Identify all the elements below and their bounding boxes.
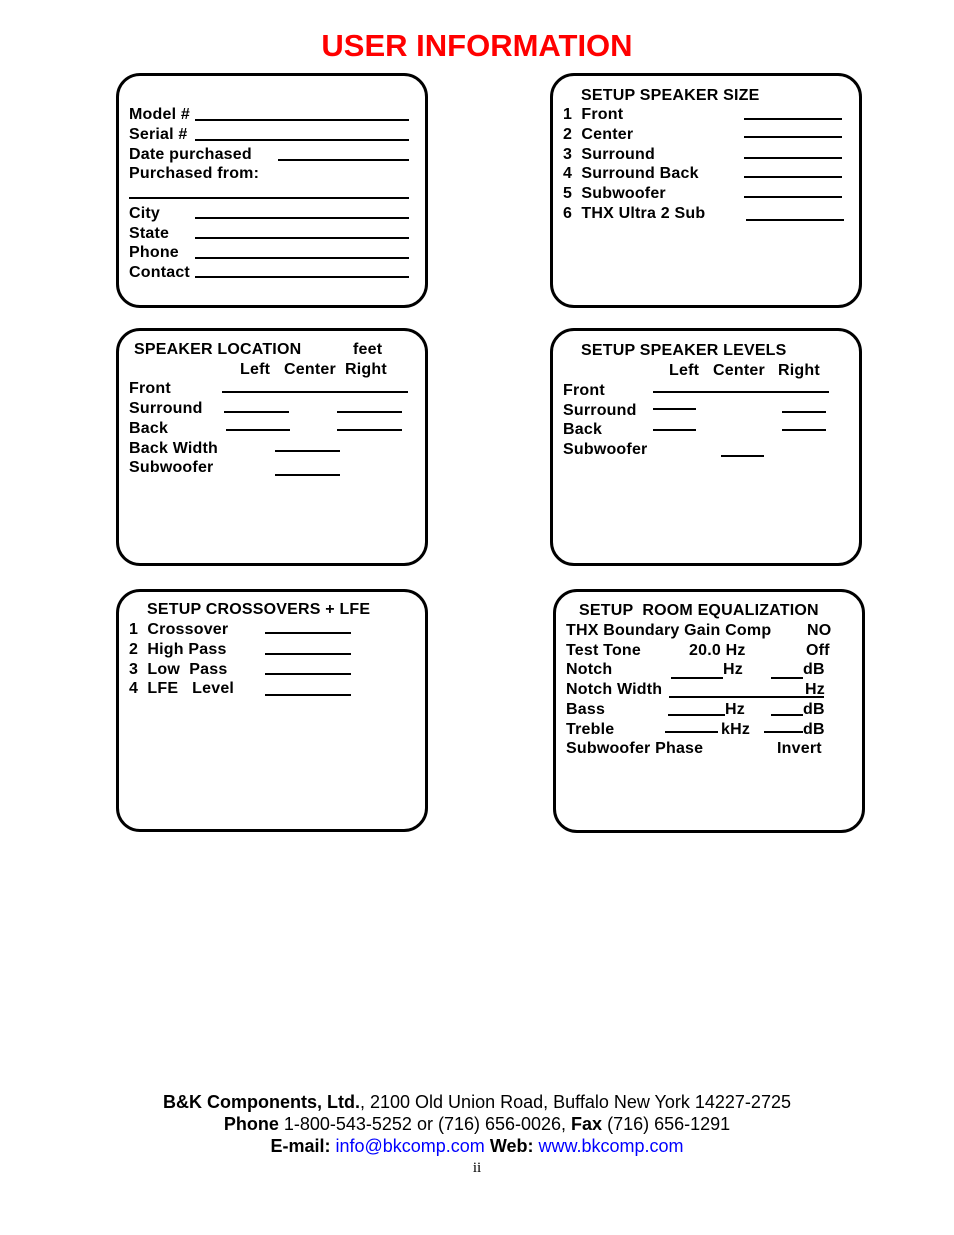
- speaker-size-title: SETUP SPEAKER SIZE: [581, 87, 760, 104]
- speaker-size-line: [744, 118, 842, 120]
- notch-hz-unit: Hz: [723, 661, 743, 678]
- bass-db-unit: dB: [803, 701, 825, 718]
- phone-label: Phone: [129, 244, 179, 261]
- treble-khz-line: [665, 731, 718, 733]
- crossover-line: [265, 673, 351, 675]
- page-title: USER INFORMATION: [321, 28, 633, 63]
- crossovers-title: SETUP CROSSOVERS + LFE: [147, 601, 371, 618]
- page-number: ii: [472, 1160, 482, 1176]
- footer-address-line: [0, 1091, 954, 1113]
- sub-phase-label: Subwoofer Phase: [566, 740, 704, 757]
- bass-hz-line: [668, 714, 725, 716]
- web-link[interactable]: www.bkcomp.com: [538, 1136, 684, 1156]
- speaker-size-item: 3 Surround: [563, 146, 655, 163]
- location-row-label: Back Width: [129, 440, 218, 457]
- treble-khz-unit: kHz: [721, 721, 751, 738]
- state-label: State: [129, 225, 170, 242]
- speaker-location-title: SPEAKER LOCATION: [134, 341, 302, 358]
- crossover-item: 2 High Pass: [129, 641, 227, 658]
- speaker-levels-title: SETUP SPEAKER LEVELS: [581, 342, 787, 359]
- model-line: [195, 119, 409, 121]
- location-col-center: Center: [284, 361, 336, 378]
- speaker-size-item: 4 Surround Back: [563, 165, 699, 182]
- speaker-size-item: 2 Center: [563, 126, 634, 143]
- levels-row-label: Surround: [563, 402, 637, 419]
- phone-line: [195, 257, 409, 259]
- location-col-left: Left: [240, 361, 271, 378]
- web-label: Web:: [489, 1136, 534, 1156]
- notch-label: Notch: [566, 661, 613, 678]
- fax-label: Fax: [571, 1114, 603, 1134]
- date-purchased-label: Date purchased: [129, 146, 252, 163]
- notch-db-line: [771, 677, 803, 679]
- email-link[interactable]: info@bkcomp.com: [335, 1136, 485, 1156]
- notch-width-label: Notch Width: [566, 681, 663, 698]
- location-line: [337, 429, 402, 431]
- notch-width-line: [669, 696, 824, 698]
- date-purchased-line: [278, 159, 409, 161]
- speaker-size-line: [744, 136, 842, 138]
- levels-col-left: Left: [669, 362, 700, 379]
- company-address: , 2100 Old Union Road, Buffalo New York 14227-2725: [360, 1092, 791, 1112]
- location-col-right: Right: [345, 361, 387, 378]
- model-label: Model #: [129, 106, 190, 123]
- location-line: [226, 429, 290, 431]
- contact-line: [195, 276, 409, 278]
- speaker-size-line: [744, 196, 842, 198]
- bass-label: Bass: [566, 701, 606, 718]
- crossover-item: 4 LFE Level: [129, 680, 235, 697]
- location-row-label: Front: [129, 380, 171, 397]
- notch-hz-line: [671, 677, 723, 679]
- bass-hz-unit: Hz: [725, 701, 745, 718]
- location-line: [337, 411, 402, 413]
- levels-line: [653, 408, 696, 410]
- phone-label: Phone: [223, 1114, 279, 1134]
- state-line: [195, 237, 409, 239]
- location-row-label: Back: [129, 420, 169, 437]
- serial-label: Serial #: [129, 126, 188, 143]
- crossover-line: [265, 632, 351, 634]
- room-eq-title: SETUP ROOM EQUALIZATION: [579, 602, 819, 619]
- levels-col-center: Center: [713, 362, 765, 379]
- treble-db-line: [764, 731, 803, 733]
- crossover-line: [265, 653, 351, 655]
- location-line: [275, 450, 340, 452]
- test-tone-state: Off: [806, 642, 830, 659]
- company-name: B&K Components, Ltd.: [163, 1092, 360, 1112]
- bass-db-line: [771, 714, 803, 716]
- crossover-item: 3 Low Pass: [129, 661, 228, 678]
- purchased-from-line: [129, 197, 409, 199]
- contact-label: Contact: [129, 264, 190, 281]
- treble-db-unit: dB: [803, 721, 825, 738]
- footer-contact-line: [0, 1135, 954, 1157]
- serial-line: [195, 139, 409, 141]
- levels-line: [782, 411, 826, 413]
- levels-row-label: Subwoofer: [563, 441, 648, 458]
- test-tone-value: 20.0 Hz: [689, 642, 746, 659]
- city-line: [195, 217, 409, 219]
- phone-value: 1-800-543-5252 or (716) 656-0026,: [278, 1114, 572, 1134]
- location-line: [222, 391, 408, 393]
- email-label: E-mail:: [270, 1136, 331, 1156]
- levels-line: [782, 429, 826, 431]
- test-tone-label: Test Tone: [566, 642, 641, 659]
- speaker-size-line: [744, 176, 842, 178]
- crossover-line: [265, 694, 351, 696]
- notch-db-unit: dB: [803, 661, 825, 678]
- speaker-size-item: 6 THX Ultra 2 Sub: [563, 205, 706, 222]
- levels-row-label: Back: [563, 421, 603, 438]
- levels-line: [653, 429, 696, 431]
- speaker-size-line: [746, 219, 844, 221]
- location-line: [275, 474, 340, 476]
- boundary-gain-value: NO: [807, 622, 832, 639]
- levels-row-label: Front: [563, 382, 605, 399]
- levels-line: [721, 455, 764, 457]
- notch-width-unit: Hz: [805, 681, 825, 698]
- treble-label: Treble: [566, 721, 615, 738]
- location-row-label: Subwoofer: [129, 459, 214, 476]
- city-label: City: [129, 205, 161, 222]
- fax-value: (716) 656-1291: [602, 1114, 731, 1134]
- boundary-gain-label: THX Boundary Gain Comp: [566, 622, 772, 639]
- footer-phone-line: [0, 1113, 954, 1135]
- speaker-location-unit: feet: [353, 341, 383, 358]
- location-line: [224, 411, 289, 413]
- sub-phase-value: Invert: [777, 740, 822, 757]
- speaker-size-item: 5 Subwoofer: [563, 185, 666, 202]
- crossover-item: 1 Crossover: [129, 621, 229, 638]
- levels-col-right: Right: [778, 362, 820, 379]
- location-row-label: Surround: [129, 400, 203, 417]
- levels-line: [653, 391, 829, 393]
- speaker-size-line: [744, 157, 842, 159]
- purchased-from-label: Purchased from:: [129, 165, 260, 182]
- speaker-size-item: 1 Front: [563, 106, 624, 123]
